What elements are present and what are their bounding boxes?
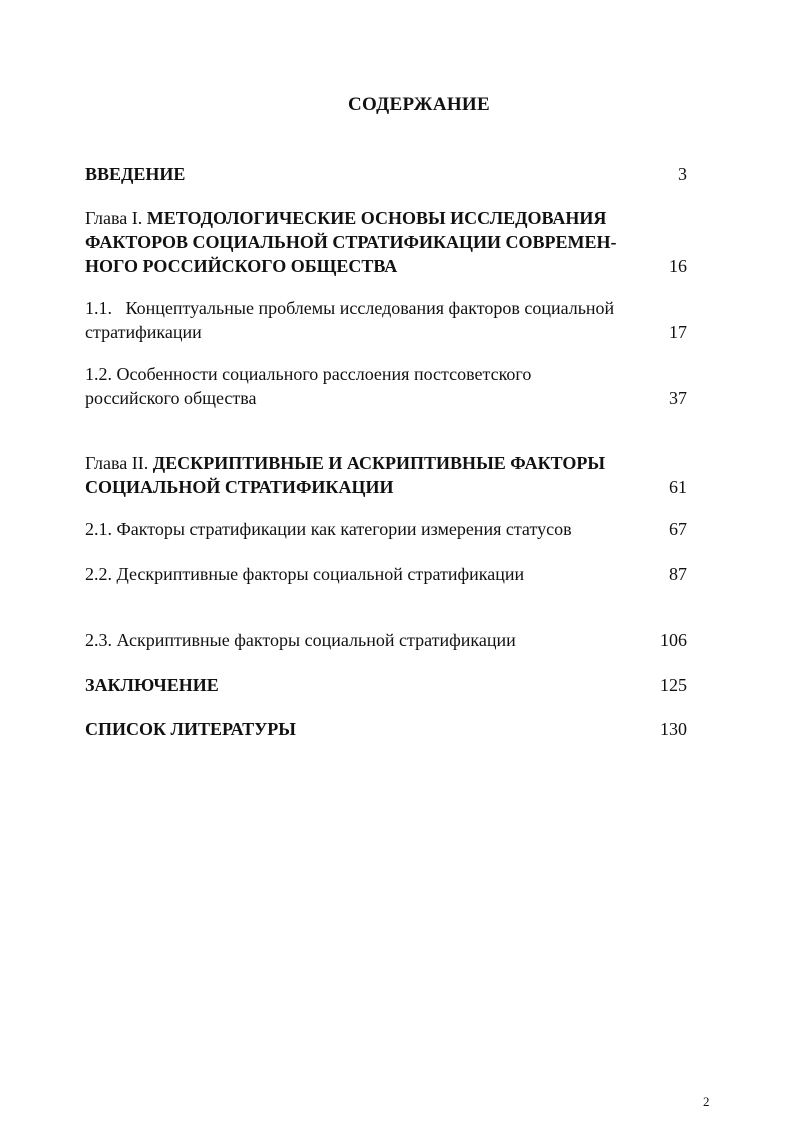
toc-entry-intro[interactable] [85,162,705,186]
toc-page-number: 87 [669,564,687,584]
toc-page-number: 61 [669,477,687,497]
chapter-title: МЕТОДОЛОГИЧЕСКИЕ ОСНОВЫ ИССЛЕДОВАНИЯ ФАКТОРОВ СОЦИАЛЬНОЙ СТРАТИФИКАЦИИ СОВРЕМЕН-НОГО РОССИЙСКОГО ОБЩЕСТВА [85,208,617,276]
toc-entry-chapter-2[interactable] [85,451,705,499]
toc-entry-label: 2.1. Факторы стратификации как категории измерения статусов [85,519,572,539]
toc-entry-section-1-1[interactable] [85,296,705,344]
toc-entry-label: СПИСОК ЛИТЕРАТУРЫ [85,719,296,739]
toc-page-number: 67 [669,519,687,539]
toc-page-number: 37 [669,388,687,408]
toc-entry-label [85,451,655,499]
toc-entry-section-2-1[interactable] [85,517,705,541]
toc-page-number: 17 [669,322,687,342]
toc-entry-section-2-3[interactable] [85,628,705,652]
toc-entry-label: 2.3. Аскриптивные факторы социальной стратификации [85,630,516,650]
toc-page-number: 3 [678,164,687,184]
toc-entry-section-2-2[interactable] [85,562,705,586]
toc-entry-conclusion[interactable] [85,673,705,697]
page-title: СОДЕРЖАНИЕ [348,94,490,115]
toc-page-number: 106 [660,630,687,650]
chapter-title: ДЕСКРИПТИВНЫЕ И АСКРИПТИВНЫЕ ФАКТОРЫ СОЦИАЛЬНОЙ СТРАТИФИКАЦИИ [85,453,606,497]
toc-page-number: 125 [660,675,687,695]
toc-entry-label: 2.2. Дескриптивные факторы социальной стратификации [85,564,525,584]
chapter-prefix: Глава I. [85,208,147,228]
toc-entry-label: 1.2. Особенности социального расслоения постсоветского российского общества [85,364,532,408]
toc-entry-label [85,206,655,278]
chapter-prefix: Глава II. [85,453,153,473]
toc-entry-chapter-1[interactable] [85,206,705,278]
toc-entry-section-1-2[interactable] [85,362,705,410]
toc-entry-references[interactable] [85,717,705,741]
toc-page-number: 16 [669,256,687,276]
toc-entry-label: ЗАКЛЮЧЕНИЕ [85,675,219,695]
toc-page-number: 130 [660,719,687,739]
page-number: 2 [703,1094,710,1109]
toc-entry-label: ВВЕДЕНИЕ [85,164,186,184]
toc-entry-label: 1.1. Концептуальные проблемы исследования факторов социальной стратификации [85,298,619,342]
